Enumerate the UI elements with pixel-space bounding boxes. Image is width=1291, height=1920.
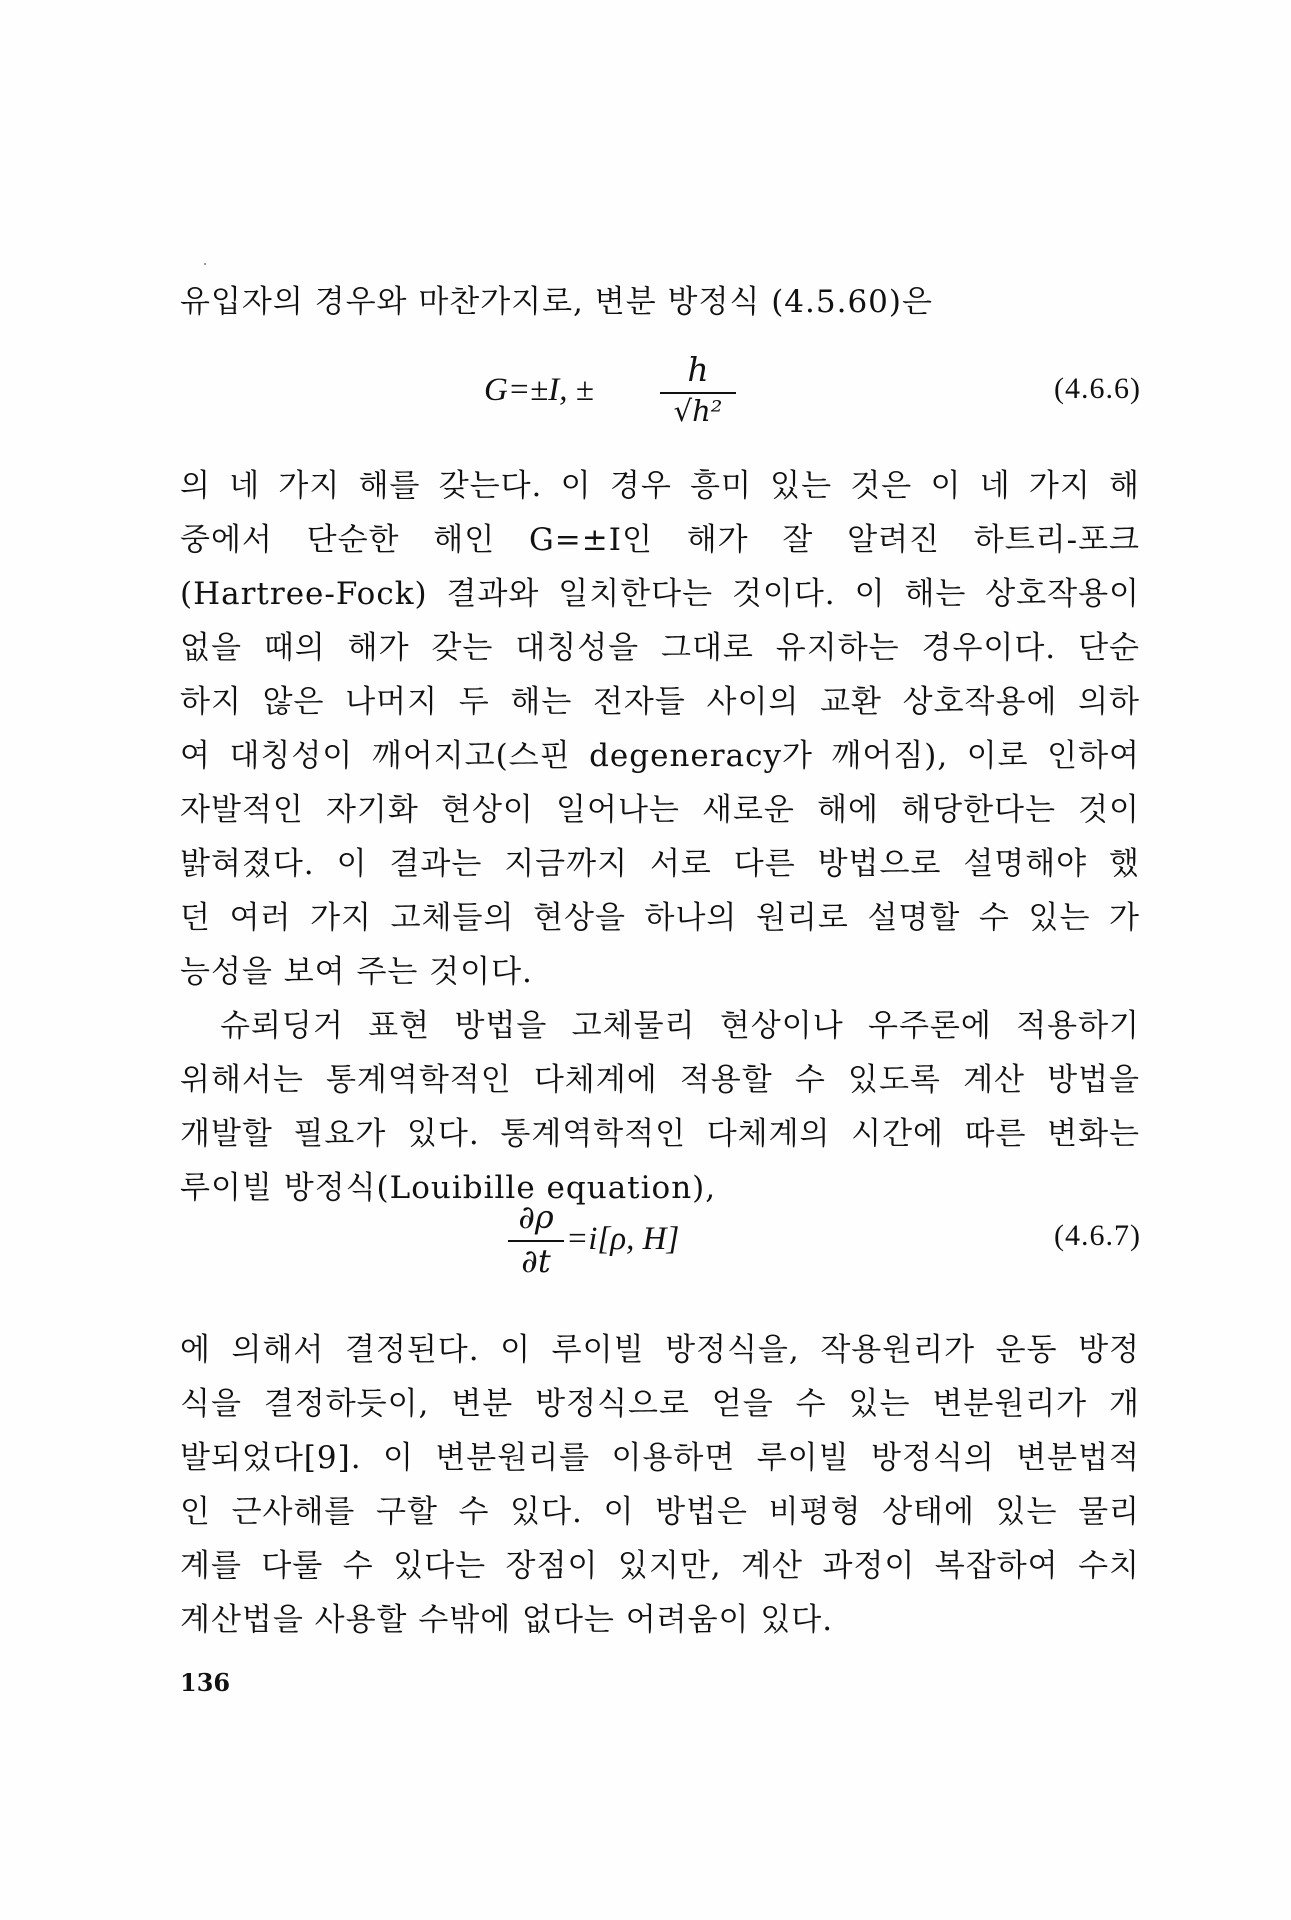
equation-numerator: ∂ρ: [518, 1198, 554, 1236]
text-line: 개발할 필요가 있다. 통계역학적인 다체계의 시간에 따른 변화는: [180, 1116, 1140, 1152]
text-line: 자발적인 자기화 현상이 일어나는 새로운 해에 해당한다는 것이: [180, 792, 1140, 828]
scan-speck: [204, 263, 206, 265]
equation-lhs: G=±I, ±: [484, 372, 594, 408]
text-line: (Hartree-Fock) 결과와 일치한다는 것이다. 이 해는 상호작용이: [180, 576, 1140, 612]
equation-number: (4.6.6): [1054, 372, 1141, 405]
text-line: 루이빌 방정식(Louibille equation),: [180, 1170, 717, 1206]
text-line: 슈뢰딩거 표현 방법을 고체물리 현상이나 우주론에 적용하기: [220, 1008, 1140, 1044]
text-line: 유입자의 경우와 마찬가지로, 변분 방정식 (4.5.60)은: [180, 284, 933, 320]
text-line: 의 네 가지 해를 갖는다. 이 경우 흥미 있는 것은 이 네 가지 해: [180, 468, 1140, 504]
page-number: 136: [180, 1668, 231, 1697]
equation-numerator: h: [687, 350, 709, 389]
text-line: 없을 때의 해가 갖는 대칭성을 그대로 유지하는 경우이다. 단순: [180, 630, 1140, 666]
text-line: 인 근사해를 구할 수 있다. 이 방법은 비평형 상태에 있는 물리: [180, 1494, 1140, 1530]
text-line: 능성을 보여 주는 것이다.: [180, 954, 533, 990]
text-line: 위해서는 통계역학적인 다체계에 적용할 수 있도록 계산 방법을: [180, 1062, 1140, 1098]
equation-denominator: √h²: [673, 394, 723, 428]
text-line: 하지 않은 나머지 두 해는 전자들 사이의 교환 상호작용에 의하: [180, 684, 1140, 720]
text-line: 여 대칭성이 깨어지고(스핀 degeneracy가 깨어짐), 이로 인하여: [180, 738, 1140, 774]
equation-denominator: ∂t: [521, 1242, 551, 1280]
equation-number: (4.6.7): [1054, 1219, 1141, 1252]
text-line: 던 여러 가지 고체들의 현상을 하나의 원리로 설명할 수 있는 가: [180, 900, 1140, 936]
text-line: 발되었다[9]. 이 변분원리를 이용하면 루이빌 방정식의 변분법적: [180, 1440, 1140, 1476]
text-line: 밝혀졌다. 이 결과는 지금까지 서로 다른 방법으로 설명해야 했: [180, 846, 1140, 882]
text-line: 식을 결정하듯이, 변분 방정식으로 얻을 수 있는 변분원리가 개: [180, 1386, 1140, 1422]
equation-rhs: =i[ρ, H]: [566, 1221, 680, 1257]
text-line: 계산법을 사용할 수밖에 없다는 어려움이 있다.: [180, 1602, 834, 1638]
text-line: 에 의해서 결정된다. 이 루이빌 방정식을, 작용원리가 운동 방정: [180, 1332, 1140, 1368]
text-line: 계를 다룰 수 있다는 장점이 있지만, 계산 과정이 복잡하여 수치: [180, 1548, 1140, 1584]
text-line: 중에서 단순한 해인 G=±I인 해가 잘 알려진 하트리-포크: [180, 522, 1140, 558]
